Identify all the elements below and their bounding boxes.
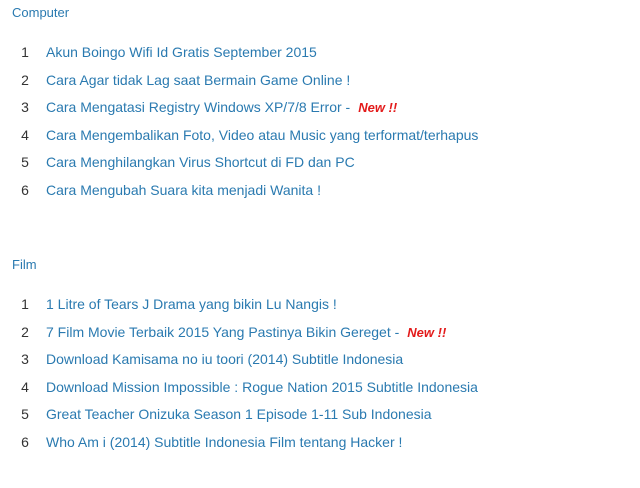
new-badge: New !! [358,100,398,116]
post-title[interactable]: Download Mission Impossible : Rogue Nation 2015 Subtitle Indonesia [46,378,478,395]
list-item [0,430,640,458]
post-list [0,40,640,206]
post-list [0,292,640,458]
post-link[interactable] [46,405,432,423]
post-link[interactable] [46,98,397,117]
list-item [0,178,640,206]
list-item [0,150,640,178]
post-link[interactable] [46,323,446,342]
category-label[interactable]: Film [12,257,37,272]
list-item [0,68,640,96]
post-link[interactable] [46,43,317,61]
item-number: 3 [21,99,29,116]
post-title[interactable]: Download Kamisama no iu toori (2014) Subtitle Indonesia [46,351,404,368]
category-label[interactable]: Computer [12,5,70,20]
post-link[interactable] [46,378,478,396]
list-item [0,320,640,348]
post-link[interactable] [46,153,355,171]
item-number: 2 [21,71,29,88]
post-title[interactable]: 7 Film Movie Terbaik 2015 Yang Pastinya Bikin Gereget - [46,323,400,340]
item-number: 1 [21,44,29,60]
post-title[interactable]: Great Teacher Onizuka Season 1 Episode 1-11 Sub Indonesia [46,406,432,423]
post-title[interactable]: Cara Menghilangkan Virus Shortcut di FD dan PC [46,154,355,171]
item-number: 4 [21,126,29,143]
item-number: 5 [21,154,29,171]
post-link[interactable] [46,433,402,451]
post-title[interactable]: 1 Litre of Tears J Drama yang bikin Lu Nangis ! [46,296,337,312]
post-title[interactable]: Akun Boingo Wifi Id Gratis September 2015 [46,44,317,60]
item-number: 6 [21,433,29,450]
item-number: 4 [21,378,29,395]
item-number: 6 [21,181,29,198]
item-number: 2 [21,323,29,340]
post-link[interactable] [46,350,403,368]
post-link[interactable] [46,181,321,199]
post-link[interactable] [46,71,350,89]
list-item [0,347,640,375]
post-title[interactable]: Who Am i (2014) Subtitle Indonesia Film tentang Hacker ! [46,433,403,450]
post-link[interactable] [46,295,337,313]
list-item [0,375,640,403]
new-badge: New !! [407,324,447,340]
item-number: 5 [21,406,29,423]
list-item [0,123,640,151]
item-number: 1 [21,296,29,312]
post-title[interactable]: Cara Mengembalikan Foto, Video atau Music yang terformat/terhapus [46,126,479,143]
list-item [0,402,640,430]
item-number: 3 [21,351,29,368]
post-link[interactable] [46,126,478,144]
list-item [0,95,640,123]
post-title[interactable]: Cara Agar tidak Lag saat Bermain Game Online ! [46,71,351,88]
list-item [0,292,640,320]
list-item [0,40,640,68]
post-title[interactable]: Cara Mengatasi Registry Windows XP/7/8 Error - [46,99,351,116]
post-title[interactable]: Cara Mengubah Suara kita menjadi Wanita ! [46,181,321,198]
